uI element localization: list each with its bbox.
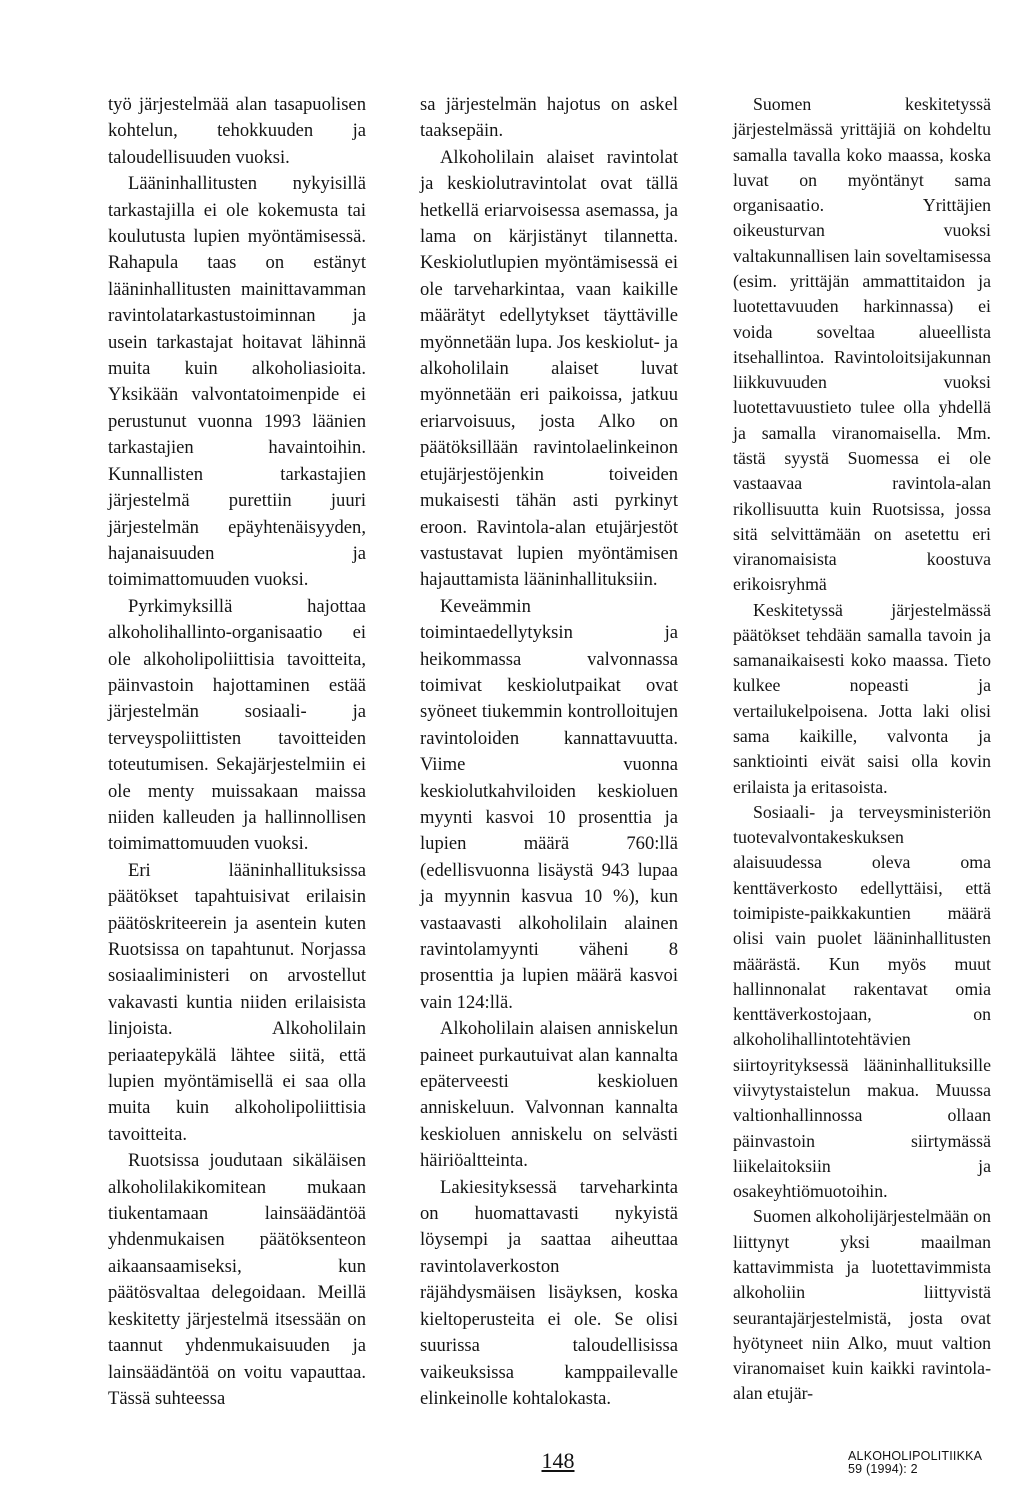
paragraph: Alkoholilain alaiset ravintolat ja keskiolutravintolat ovat tällä hetkellä eriarvoisessa asemassa, ja lama on kärjistänyt tilannetta. Keskiolutlupien myöntämisessä ei ole tarveharkintaa, vaan kaikille määrätyt edellytykset täyttäville myönnetään lupa. Jos keskiolut- ja alkoholilain alaiset luvat myönnetään eri paikoissa, jatkuu eriarvoisuus, josta Alko on päätöksillään ravintolaelinkeinon etujärjestöjenkin toiveiden mukaisesti tähän asti pyrkinyt eroon. Ravintola-alan etujärjestöt vastustavat lupien myöntämisen hajauttamista lääninhallituksiin. [420,146,678,591]
paragraph: Ruotsissa joudutaan sikäläisen alkoholilakikomitean mukaan tiukentamaan lainsäädäntöä yhdenmukaisen päätöksenteon aikaansaamiseksi, kun päätösvaltaa delegoidaan. Meillä keskitetty järjestelmä itsessään on taannut yhdenmukaisuuden ja lainsäädäntöä on voitu vapauttaa. Tässä suhteessa [108,1150,366,1409]
journal-name: ALKOHOLIPOLITIIKKA [848,1449,983,1463]
paragraph: Keveämmin toimintaedellytyksin ja heikommassa valvonnassa toimivat keskiolutpaikat ovat syöneet tiukemmin kontrolloitujen ravintoloiden kannattavuutta. Viime vuonna keskiolutkahviloiden keskioluen myynti kasvoi 10 prosenttia ja lupien määrä 760:llä (edellisvuonna lisäystä 943 lupaa ja myynnin kasvua 10 %), kun vastaavasti alkoholilain alainen ravintolamyynti väheni 8 prosenttia ja lupien määrä kasvoi vain 124:llä. [420,595,678,1013]
text-column-3 [733,92,991,1407]
paragraph: Suomen keskitetyssä järjestelmässä yrittäjiä on kohdeltu samalla tavalla koko maassa, koska luvat on myöntänyt sama organisaatio. Yrittäjien oikeusturvan vuoksi valtakunnallisen lain soveltamisessa (esim. yrittäjän ammattitaidon ja luotettavuuden harkinnassa) ei voida soveltaa alueellista itsehallintoa. Ravintoloitsijakunnan liikkuvuuden vuoksi luotettavuustieto tulee olla yhdellä ja samalla viranomaisella. Mm. tästä syystä Suomessa ei ole vastaavaa ravintola-alan rikollisuutta kuin Ruotsissa, jossa sitä selvittämään on asetettu eri viranomaisista koostuva erikoisryhmä [733,94,991,595]
paragraph: Lääninhallitusten nykyisillä tarkastajilla ei ole kokemusta tai koulutusta lupien myöntämisessä. Rahapula taas on estänyt lääninhallitusten mainittavamman ravintolatarkastustoiminnan ja usein tarkastajat hoitavat lähinnä muita kuin alkoholiasioita. Yksikään valvontatoimenpide ei perustunut vuonna 1993 läänien tarkastajien havaintoihin. Kunnallisten tarkastajien järjestelmä purettiin juuri järjestelmän epäyhtenäisyyden, hajanaisuuden ja toimimattomuuden vuoksi. [108,173,366,591]
text-column-2 [420,92,678,1412]
paragraph: työ järjestelmää alan tasapuolisen kohtelun, tehokkuuden ja taloudellisuuden vuoksi. [108,94,366,168]
page-number: 148 [541,1448,575,1473]
paragraph: Lakiesityksessä tarveharkinta on huomattavasti nykyistä löysempi ja saattaa aiheuttaa ravintolaverkoston räjähdysmäisen lisäyksen, koska kieltoperusteita ei ole. Se olisi suurissa taloudellisissa vaikeuksissa kamppailevalle elinkeinolle kohtalokasta. [420,1176,678,1409]
paragraph: Alkoholilain alaisen anniskelun paineet purkautuivat alan kannalta epäterveesti keskioluen anniskeluun. Valvonnan kannalta keskioluen anniskelu on selvästi häiriöaltteinta. [420,1018,678,1172]
paragraph: Keskitetyssä järjestelmässä päätökset tehdään samalla tavoin ja samanaikaisesti koko maassa. Tieto kulkee nopeasti ja vertailukelpoisena. Jotta laki olisi sama kaikille, valvonta ja sanktiointi eivät saisi olla kovin erilaista ja eritasoista. [733,599,991,797]
journal-issue: 59 (1994): 2 [848,1462,918,1476]
paragraph: sa järjestelmän hajotus on askel taaksepäin. [420,94,678,142]
paragraph: Pyrkimyksillä hajottaa alkoholihallinto-organisaatio ei ole alkoholipoliittisia tavoitteita, päinvastoin hajottaminen estää järjestelmän sosiaali- ja terveyspoliittisten tavoitteiden toteutumisen. Sekajärjestelmiin ei ole menty muissakaan maissa niiden kalleuden ja hallinnollisen toimimattomuuden vuoksi. [108,595,366,855]
paragraph: Eri lääninhallituksissa päätökset tapahtuisivat erilaisin päätöskriteerein ja asentein kuten Ruotsissa on tapahtunut. Norjassa sosiaaliministeri on arvostellut vakavasti kuntia niiden erilaisista linjoista. Alkoholilain periaatepykälä lähtee siitä, että lupien myöntämisellä ei saa olla muita kuin alkoholipoliittisia tavoitteita. [108,859,366,1145]
paragraph: Suomen alkoholijärjestelmään on liittynyt yksi maailman kattavimmista ja luotettavimmista alkoholiin liittyvistä seurantajärjestelmistä, josta ovat hyötyneet niin Alko, muut valtion viranomaiset kuin kaikki ravintola-alan etujär- [733,1206,992,1404]
text-column-1 [108,92,366,1412]
journal-reference [848,1450,982,1476]
paragraph: Sosiaali- ja terveysministeriön tuotevalvontakeskuksen alaisuudessa oleva oma kenttäverkosto edellyttäisi, että toimipiste-paikkakuntien määrä olisi vain puolet lääninhallitusten määrästä. Kun myös muut hallinnonalat rakentavat omia kenttäverkostojaan, on alkoholihallintotehtävien siirtoyrityksessä lääninhallituksille viivytystaistelun makua. Muussa valtionhallinnossa ollaan päinvastoin siirtymässä liikelaitoksiin ja osakeyhtiömuotoihin. [733,801,991,1202]
